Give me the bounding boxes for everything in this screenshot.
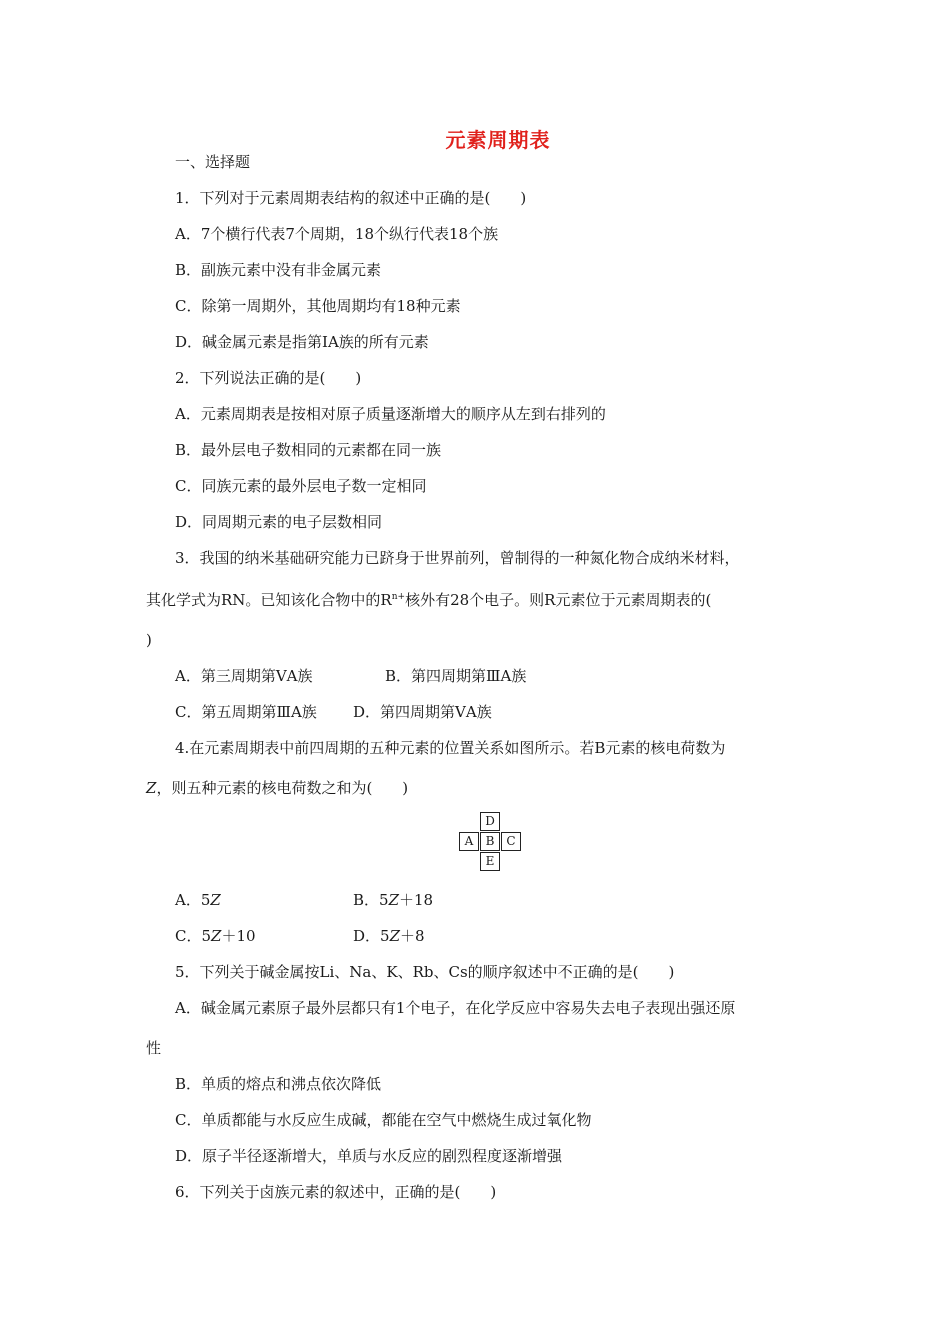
question-3-option-c: C．第五周期第ⅢA族 (175, 703, 317, 721)
question-4-option-a (175, 890, 221, 910)
question-3-stem-text: 其化学式为RN。已知该化合物中的R (146, 591, 392, 609)
question-3-stem-line-3: ) (146, 631, 152, 649)
charge-superscript: n+ (391, 592, 406, 602)
question-2-stem: 2．下列说法正确的是( ) (175, 369, 362, 387)
variable-z: Z (389, 927, 401, 945)
question-5-option-c: C．单质都能与水反应生成碱，都能在空气中燃烧生成过氧化物 (175, 1111, 592, 1129)
question-4-stem-line-2 (146, 778, 408, 798)
question-2-option-d: D．同周期元素的电子层数相同 (175, 513, 383, 531)
question-6-stem: 6．下列关于卤族元素的叙述中，正确的是( ) (175, 1183, 497, 1201)
option-text-suffix: ＋18 (399, 891, 434, 909)
option-text: A．5 (175, 891, 211, 909)
variable-z: Z (211, 927, 222, 945)
option-text: C．5 (175, 927, 212, 945)
variable-z: Z (388, 891, 400, 909)
question-5-stem: 5．下列关于碱金属按Li、Na、K、Rb、Cs的顺序叙述中不正确的是( ) (175, 963, 675, 981)
question-5-option-b: B．单质的熔点和沸点依次降低 (175, 1075, 382, 1093)
question-4-option-d (353, 926, 425, 946)
element-cell-a: A (459, 832, 479, 851)
option-text-suffix: ＋10 (221, 927, 256, 945)
question-4-stem-text: ，则五种元素的核电荷数之和为( ) (156, 779, 409, 797)
question-5-option-d: D．原子半径逐渐增大，单质与水反应的剧烈程度逐渐增强 (175, 1147, 563, 1165)
question-1-option-d: D．碱金属元素是指第ⅠA族的所有元素 (175, 333, 429, 351)
variable-z: Z (146, 779, 157, 797)
question-5-option-a-line-2: 性 (146, 1039, 162, 1057)
question-5-option-a-line-1: A．碱金属元素原子最外层都只有1个电子，在化学反应中容易失去电子表现出强还原 (175, 999, 736, 1017)
question-3-option-d: D．第四周期第ⅤA族 (353, 703, 492, 721)
section-heading: 一、选择题 (175, 153, 251, 171)
question-3-option-a: A．第三周期第ⅤA族 (175, 667, 313, 685)
element-position-figure (457, 812, 523, 872)
option-text-suffix: ＋8 (400, 927, 425, 945)
option-text: D．5 (353, 927, 390, 945)
question-4-option-b (353, 890, 433, 910)
question-4-stem-line-1: 4.在元素周期表中前四周期的五种元素的位置关系如图所示。若B元素的核电荷数为 (175, 739, 726, 757)
question-1-option-a: A．7个横行代表7个周期，18个纵行代表18个族 (175, 225, 499, 243)
question-3-option-b: B．第四周期第ⅢA族 (385, 667, 527, 685)
question-3-stem-line-1: 3．我国的纳米基础研究能力已跻身于世界前列，曾制得的一种氮化物合成纳米材料， (175, 549, 740, 567)
question-3-stem-line-2 (146, 590, 711, 610)
question-1-option-b: B．副族元素中没有非金属元素 (175, 261, 382, 279)
element-cell-c: C (501, 832, 521, 851)
question-2-option-b: B．最外层电子数相同的元素都在同一族 (175, 441, 442, 459)
option-text: B．5 (353, 891, 389, 909)
question-3-stem-text-cont: 核外有28个电子。则R元素位于元素周期表的( (405, 591, 712, 609)
page-title: 元素周期表 (445, 128, 551, 152)
element-cell-e: E (480, 852, 500, 871)
variable-z: Z (210, 891, 221, 909)
question-4-option-c (175, 926, 256, 946)
question-1-stem: 1．下列对于元素周期表结构的叙述中正确的是( ) (175, 189, 527, 207)
element-cell-b: B (480, 832, 500, 851)
question-1-option-c: C．除第一周期外，其他周期均有18种元素 (175, 297, 461, 315)
element-cell-d: D (480, 812, 500, 831)
question-2-option-c: C．同族元素的最外层电子数一定相同 (175, 477, 427, 495)
question-2-option-a: A．元素周期表是按相对原子质量逐渐增大的顺序从左到右排列的 (175, 405, 606, 423)
